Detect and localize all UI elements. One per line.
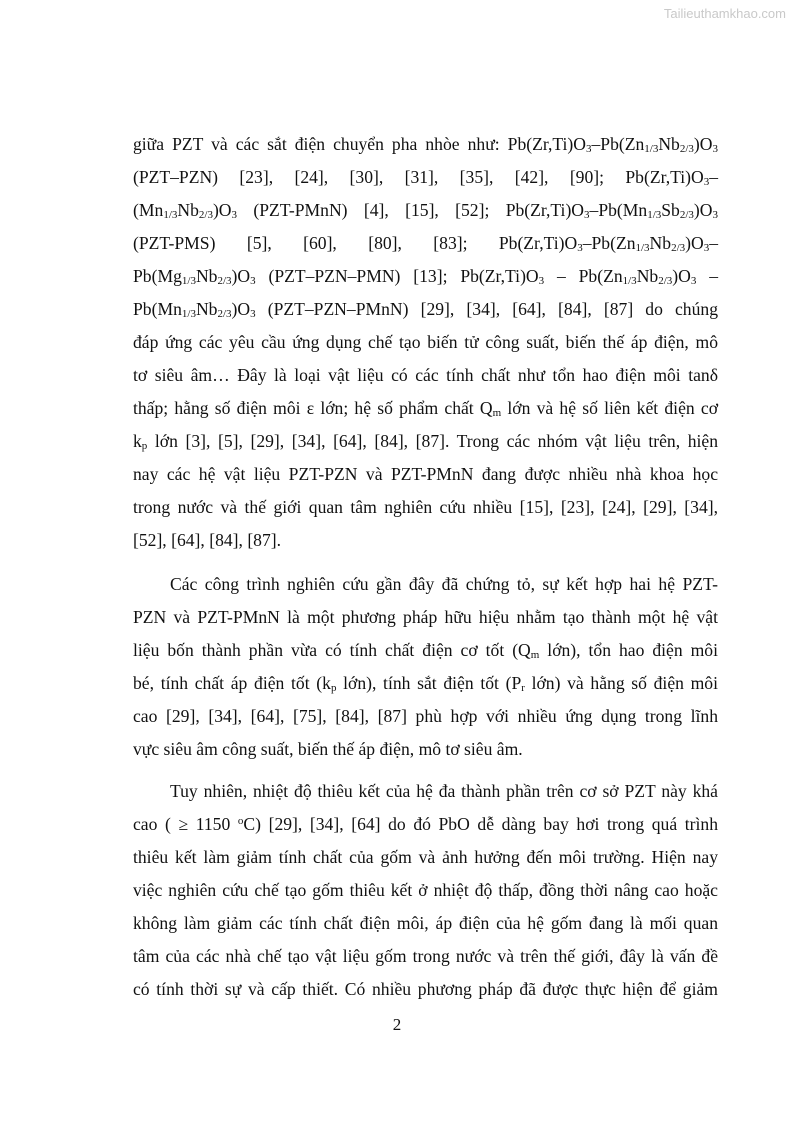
page-number: 2 [392,1015,402,1034]
text-line: vực siêu âm công suất, biến thế áp điện, mô tơ siêu âm. [133,739,523,759]
text-line: việc nghiên cứu chế tạo gốm thiêu kết ở nhiệt độ thấp, đồng thời nâng cao hoặc [133,880,718,900]
text-line: giữa PZT và các sắt điện chuyển pha nhòe như: $Pb(Zr,Ti)O_3-Pb(Zn_{1/3}Nb_{2/3})O_3$ [133,134,718,155]
text-line: $k_p$ lớn [3], [5], [29], [34], [64], [84], [87]. Trong các nhóm vật liệu trên, hiện [133,431,718,452]
watermark: Tailieuthamkhao.com [663,6,786,21]
text-line: liệu bốn thành phần vừa có tính chất điện cơ tốt ($Q_m$ lớn), tổn hao điện môi [133,640,718,661]
text-line: cao ( ≥ 1150 $^o$C) [29], [34], [64] do đó PbO dễ dàng bay hơi trong quá trình [133,814,719,834]
paragraph-1 [133,128,718,557]
paragraph-3 [133,775,718,1006]
text-line: Tuy nhiên, nhiệt độ thiêu kết của hệ đa thành phần trên cơ sở PZT này khá [170,781,718,801]
text-line: trong nước và thế giới quan tâm nghiên cứu nhiều [15], [23], [24], [29], [34], [133,497,718,517]
text-line: $(Mn_{1/3}Nb_{2/3})O_3$ (PZT-PMnN) [4], [15], [52]; $Pb(Zr,Ti)O_3-Pb(Mn_{1/3}Sb_{2/3})O_3$ [133,200,718,221]
text-line: có tính thời sự và cấp thiết. Có nhiều phương pháp đã được thực hiện để giảm [133,979,718,999]
text-line: cao [29], [34], [64], [75], [84], [87] phù hợp với nhiều ứng dụng trong lĩnh [133,706,718,726]
text-line: đáp ứng các yêu cầu ứng dụng chế tạo biến tử công suất, biến thế áp điện, mô [133,332,718,352]
text-line: thấp; hằng số điện môi ε lớn; hệ số phẩm chất $Q_m$ lớn và hệ số liên kết điện cơ [133,398,718,419]
text-line: $Pb(Mn_{1/3}Nb_{2/3})O_3$ (PZT–PZN–PMnN) [29], [34], [64], [84], [87] do chúng [133,299,718,320]
text-line: (PZT-PMS) [5], [60], [80], [83]; $Pb(Zr,Ti)O_3-Pb(Zn_{1/3}Nb_{2/3})O_3-$ [133,233,718,254]
text-line: tơ siêu âm… Đây là loại vật liệu có các tính chất như tổn hao điện môi tanδ [133,365,718,385]
text-line: thiêu kết làm giảm tính chất của gốm và ảnh hưởng đến môi trường. Hiện nay [133,847,718,867]
text-line: bé, tính chất áp điện tốt ($k_p$ lớn), tính sắt điện tốt ($P_r$ lớn) và hằng số điện môi [133,673,718,694]
text-line: Các công trình nghiên cứu gần đây đã chứng tỏ, sự kết hợp hai hệ PZT- [170,574,718,594]
text-line: tâm của các nhà chế tạo vật liệu gốm trong nước và trên thế giới, đây là vấn đề [133,946,718,966]
text-line: [52], [64], [84], [87]. [133,530,282,550]
text-line: $Pb(Mg_{1/3}Nb_{2/3})O_3$ (PZT–PZN–PMN) [13]; $Pb(Zr,Ti)O_3 - Pb(Zn_{1/3}Nb_{2/3})O_3$ – [133,266,718,287]
document-body [133,128,718,1006]
text-line: PZN và PZT-PMnN là một phương pháp hữu hiệu nhằm tạo thành một hệ vật [133,607,718,627]
text-line: không làm giảm các tính chất điện môi, áp điện của hệ gốm đang là mối quan [133,913,718,933]
text-line: (PZT–PZN) [23], [24], [30], [31], [35], [42], [90]; $Pb(Zr,Ti)O_3-$ [133,167,718,188]
text-line: nay các hệ vật liệu PZT-PZN và PZT-PMnN đang được nhiều nhà khoa học [133,464,718,484]
paragraph-2 [133,568,718,766]
